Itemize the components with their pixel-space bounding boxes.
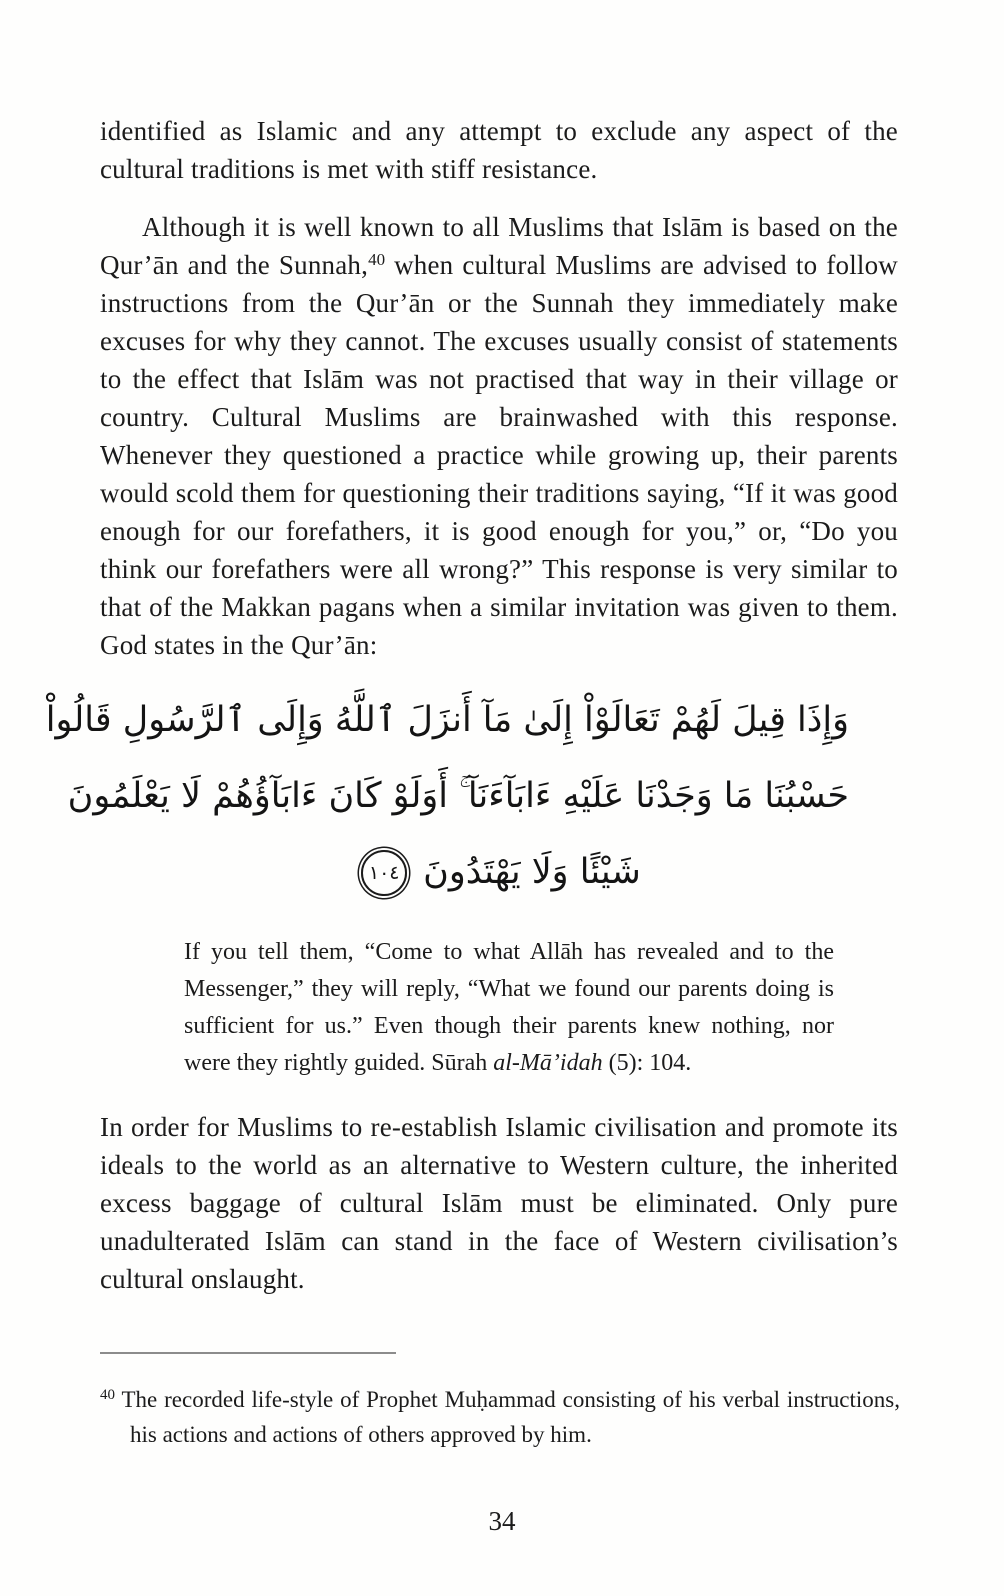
- footnote-reference-40: 40: [368, 250, 386, 269]
- paragraph-conclusion: In order for Muslims to re-establish Islamic civilisation and promote its ideals to the world as an alternative to Western culture, the inherited excess baggage of cultural Islām must be eliminated. Only pure unadulterated Islām can stand in the face of Western civilisation’s cultural onslaught.: [100, 1112, 898, 1294]
- verse-translation-blockquote: [184, 934, 834, 1082]
- ayah-number: ١٠٤: [368, 861, 400, 884]
- quran-verse-line-3-text: شَيْئًا وَلَا يَهْتَدُونَ: [423, 852, 641, 892]
- footnote-separator-rule: [100, 1352, 396, 1354]
- paragraph-although: [100, 208, 898, 664]
- paragraph-text-after-ref: when cultural Muslims are advised to follow instructions from the Qur’ān or the Sunnah they immediately make excuses for why they cannot. The excuses usually consist of statements to the effect that Islām was not practised that way in their village or country. Cultural Muslims are brainwashed with this response. Whenever they questioned a practice while growing up, their parents would scold them for questioning their traditions saying, “If it was good enough for our forefathers, it is good enough for you,” or, “Do you think our forefathers were all wrong?” This response is very similar to that of the Makkan pagans when a similar invitation was given to them. God states in the Qur’ān:: [100, 250, 899, 660]
- quran-verse-line-2: حَسْبُنَا مَا وَجَدْنَا عَلَيْهِ ءَابَآءَنَآ ۚ أَوَلَوْ كَانَ ءَابَآؤُهُمْ لَا يَعْلَمُونَ: [67, 776, 849, 816]
- translation-text: If you tell them, “Come to what Allāh has revealed and to the Messenger,” they will reply, “What we found our parents doing is sufficient for us.” Even though their parents knew nothing, nor were they rightly guided. Sūrah: [184, 939, 834, 1076]
- footnote-marker: 40: [100, 1387, 115, 1403]
- paragraph-continuation: identified as Islamic and any attempt to exclude any aspect of the cultural traditions is met with stiff resistance.: [100, 116, 898, 184]
- quran-verse-arabic: [45, 682, 849, 910]
- page-number: 34: [488, 1506, 516, 1536]
- footnote-text: The recorded life-style of Prophet Muḥammad consisting of his verbal instructions, his actions and actions of others approved by him.: [121, 1387, 900, 1447]
- paragraph-text-before-ref: Although it is well known to all Muslims that Islām is based on the Qur’ān and the Sunnah,: [100, 212, 898, 280]
- page-body: [45, 112, 899, 1298]
- quran-verse-line-1: وَإِذَا قِيلَ لَهُمْ تَعَالَوْاْ إِلَىٰ مَآ أَنزَلَ ٱللَّهُ وَإِلَى ٱلرَّسُولِ قَالُواْ: [45, 700, 849, 740]
- ayah-number-ornament: [361, 850, 407, 896]
- translation-citation: (5): 104.: [602, 1050, 692, 1076]
- quran-verse-line-3: [149, 834, 849, 910]
- surah-name-italic: al-Mā’idah: [493, 1050, 603, 1076]
- footnote-40: [100, 1382, 900, 1452]
- footnote-area: [100, 1352, 900, 1452]
